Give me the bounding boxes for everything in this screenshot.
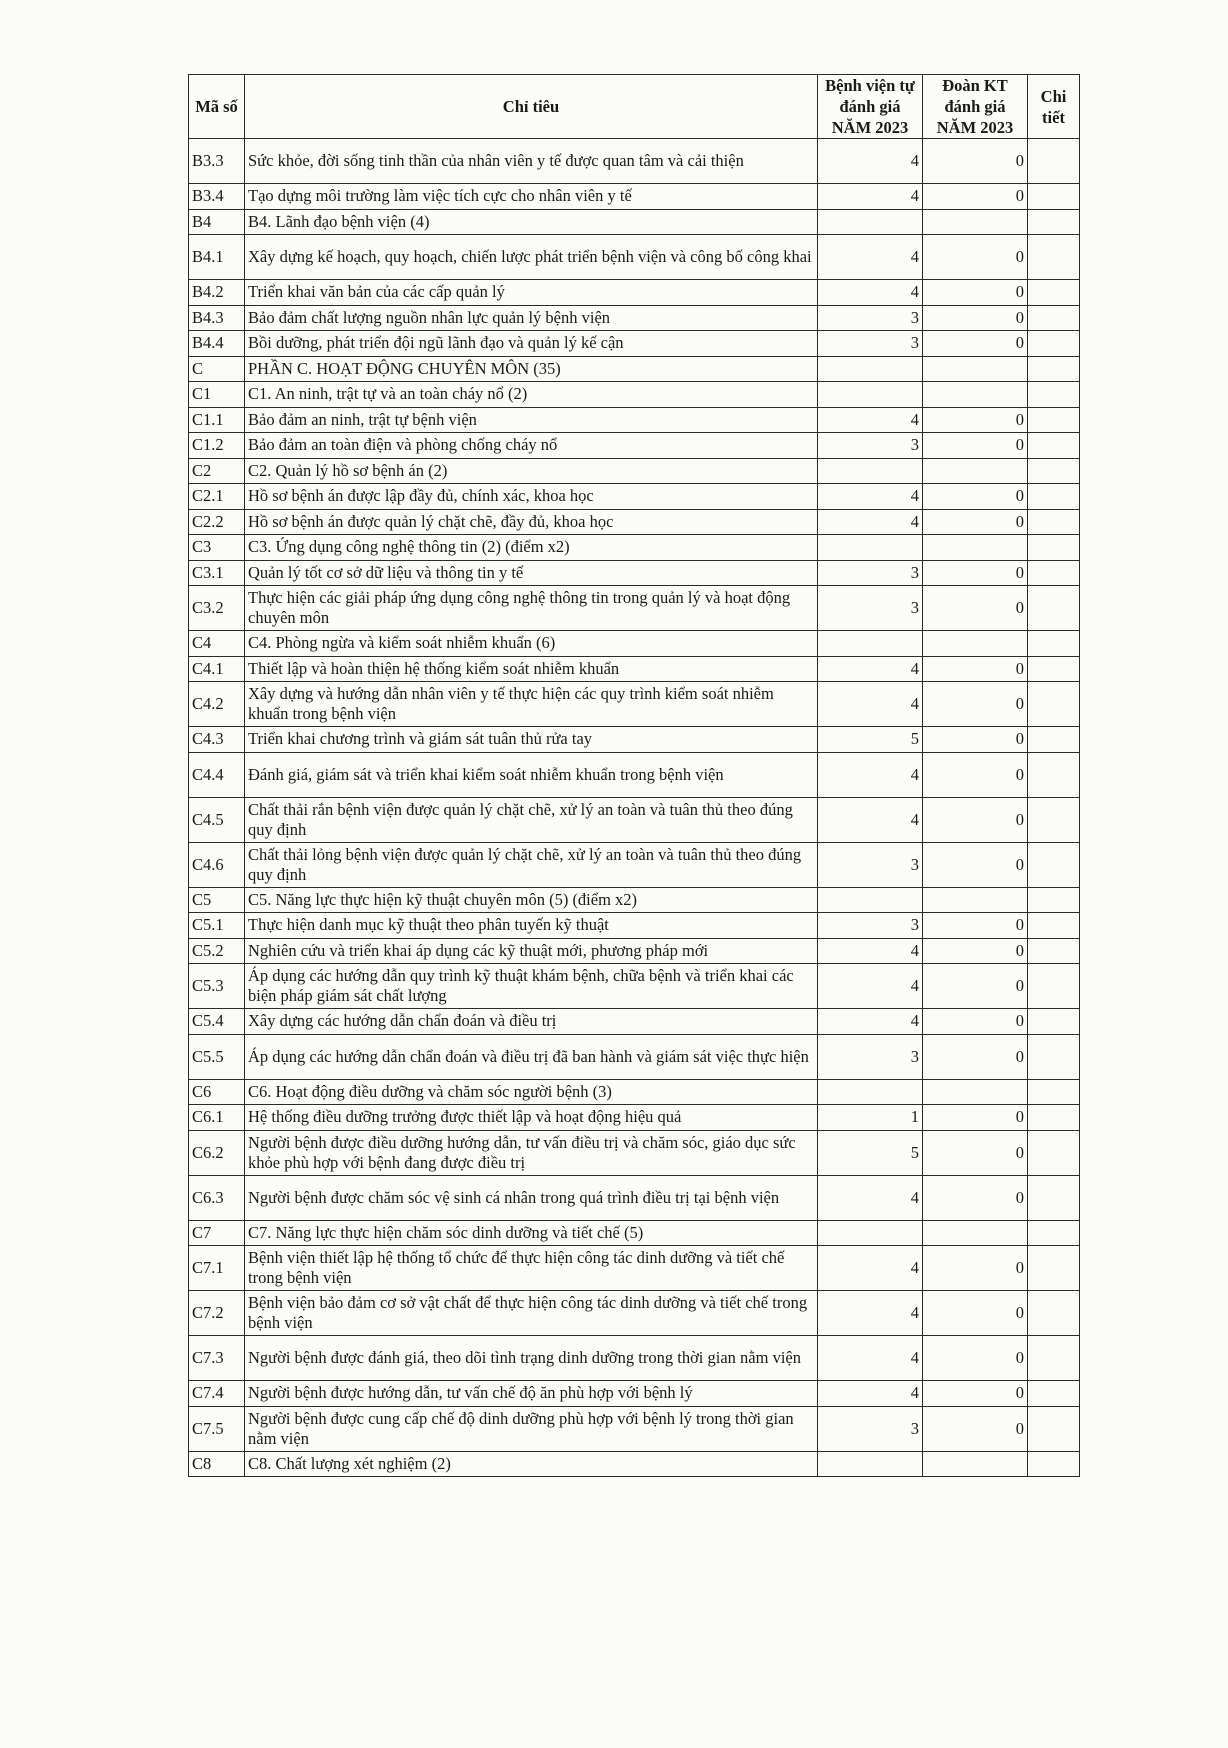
row-code: C7.5 [189,1406,245,1451]
row-detail [1028,407,1080,433]
row-indicator: Xây dựng kế hoạch, quy hoạch, chiến lược phát triển bệnh viện và công bố công khai [245,235,818,280]
row-code: C5.2 [189,938,245,964]
row-indicator: Người bệnh được điều dưỡng hướng dẫn, tư vấn điều trị và chăm sóc, giáo dục sức khỏe phù hợp với bệnh đang được điều trị [245,1130,818,1175]
row-team-score: 0 [923,305,1028,331]
row-self-score [818,535,923,561]
row-self-score: 3 [818,842,923,887]
row-team-score [923,1451,1028,1477]
row-team-score [923,631,1028,657]
table-row [189,887,1080,913]
row-indicator: Thực hiện các giải pháp ứng dụng công nghệ thông tin trong quản lý và hoạt động chuyên môn [245,586,818,631]
row-detail [1028,842,1080,887]
row-self-score: 5 [818,727,923,753]
table-row [189,458,1080,484]
row-detail [1028,1406,1080,1451]
row-team-score: 0 [923,235,1028,280]
table-row [189,1406,1080,1451]
row-self-score: 3 [818,331,923,357]
table-row [189,938,1080,964]
row-team-score: 0 [923,842,1028,887]
row-indicator: Bồi dưỡng, phát triển đội ngũ lãnh đạo và quản lý kế cận [245,331,818,357]
row-self-score: 4 [818,797,923,842]
row-detail [1028,1009,1080,1035]
table-row [189,331,1080,357]
row-self-score: 3 [818,1034,923,1079]
row-detail [1028,1291,1080,1336]
table-row [189,1079,1080,1105]
table-row [189,139,1080,184]
row-self-score: 4 [818,1009,923,1035]
table-row [189,509,1080,535]
table-row [189,235,1080,280]
row-self-score: 4 [818,1336,923,1381]
row-self-score: 4 [818,280,923,306]
table-row [189,433,1080,459]
table-row [189,305,1080,331]
row-code: C4.2 [189,682,245,727]
row-detail [1028,209,1080,235]
evaluation-table [188,74,1080,1477]
table-body [189,139,1080,1477]
row-indicator: Người bệnh được hướng dẫn, tư vấn chế độ ăn phù hợp với bệnh lý [245,1381,818,1407]
row-team-score: 0 [923,1246,1028,1291]
row-code: B4.2 [189,280,245,306]
table-row [189,1034,1080,1079]
row-indicator: Áp dụng các hướng dẫn quy trình kỹ thuật khám bệnh, chữa bệnh và triển khai các biện pháp giám sát chất lượng [245,964,818,1009]
row-indicator: Triển khai văn bản của các cấp quản lý [245,280,818,306]
row-code: C7.2 [189,1291,245,1336]
row-indicator: Bảo đảm an ninh, trật tự bệnh viện [245,407,818,433]
header-code: Mã số [189,75,245,139]
row-team-score: 0 [923,1406,1028,1451]
table-row [189,913,1080,939]
header-row [189,75,1080,139]
row-team-score: 0 [923,1034,1028,1079]
table-row [189,752,1080,797]
header-indicator: Chỉ tiêu [245,75,818,139]
row-code: C3 [189,535,245,561]
row-detail [1028,1079,1080,1105]
row-indicator: Hồ sơ bệnh án được quản lý chặt chẽ, đầy đủ, khoa học [245,509,818,535]
row-team-score: 0 [923,682,1028,727]
row-self-score: 3 [818,305,923,331]
row-team-score [923,382,1028,408]
row-detail [1028,887,1080,913]
row-self-score: 4 [818,184,923,210]
row-detail [1028,797,1080,842]
row-indicator: Người bệnh được đánh giá, theo dõi tình trạng dinh dưỡng trong thời gian nằm viện [245,1336,818,1381]
row-code: B4.3 [189,305,245,331]
row-code: B4 [189,209,245,235]
row-team-score: 0 [923,752,1028,797]
row-detail [1028,913,1080,939]
table-row [189,1220,1080,1246]
row-indicator: Tạo dựng môi trường làm việc tích cực cho nhân viên y tế [245,184,818,210]
row-team-score: 0 [923,139,1028,184]
table-row [189,280,1080,306]
row-self-score: 3 [818,586,923,631]
row-detail [1028,458,1080,484]
row-self-score [818,1220,923,1246]
table-row [189,1336,1080,1381]
row-indicator: Áp dụng các hướng dẫn chẩn đoán và điều trị đã ban hành và giám sát việc thực hiện [245,1034,818,1079]
row-detail [1028,331,1080,357]
row-team-score: 0 [923,727,1028,753]
row-team-score: 0 [923,1336,1028,1381]
row-indicator: C1. An ninh, trật tự và an toàn cháy nổ (2) [245,382,818,408]
row-indicator: C7. Năng lực thực hiện chăm sóc dinh dưỡng và tiết chế (5) [245,1220,818,1246]
row-self-score: 4 [818,484,923,510]
row-detail [1028,1451,1080,1477]
row-team-score [923,458,1028,484]
row-detail [1028,184,1080,210]
row-code: C7.1 [189,1246,245,1291]
row-team-score: 0 [923,1381,1028,1407]
row-indicator: Bảo đảm an toàn điện và phòng chống cháy nổ [245,433,818,459]
row-indicator: Thực hiện danh mục kỹ thuật theo phân tuyến kỹ thuật [245,913,818,939]
row-team-score: 0 [923,433,1028,459]
row-detail [1028,1381,1080,1407]
row-team-score: 0 [923,280,1028,306]
row-detail [1028,1220,1080,1246]
row-code: C2.2 [189,509,245,535]
row-indicator: Bệnh viện thiết lập hệ thống tổ chức để thực hiện công tác dinh dưỡng và tiết chế trong bệnh viện [245,1246,818,1291]
row-self-score: 4 [818,682,923,727]
row-detail [1028,586,1080,631]
row-indicator: Thiết lập và hoàn thiện hệ thống kiểm soát nhiễm khuẩn [245,656,818,682]
row-detail [1028,1130,1080,1175]
row-code: C4.5 [189,797,245,842]
table-row [189,184,1080,210]
row-code: B4.1 [189,235,245,280]
row-code: C2.1 [189,484,245,510]
row-self-score: 4 [818,139,923,184]
row-code: C4 [189,631,245,657]
row-code: C4.3 [189,727,245,753]
row-indicator: Quản lý tốt cơ sở dữ liệu và thông tin y tế [245,560,818,586]
row-code: C5.5 [189,1034,245,1079]
row-team-score: 0 [923,1175,1028,1220]
row-detail [1028,1105,1080,1131]
row-self-score: 4 [818,235,923,280]
row-indicator: C3. Ứng dụng công nghệ thông tin (2) (điểm x2) [245,535,818,561]
row-self-score: 4 [818,964,923,1009]
row-self-score [818,356,923,382]
row-team-score: 0 [923,331,1028,357]
table-row [189,727,1080,753]
row-indicator: Nghiên cứu và triển khai áp dụng các kỹ thuật mới, phương pháp mới [245,938,818,964]
table-row [189,964,1080,1009]
row-code: C4.1 [189,656,245,682]
row-code: C6.1 [189,1105,245,1131]
row-indicator: Đánh giá, giám sát và triển khai kiểm soát nhiễm khuẩn trong bệnh viện [245,752,818,797]
row-indicator: C4. Phòng ngừa và kiểm soát nhiễm khuẩn (6) [245,631,818,657]
row-indicator: Chất thải lỏng bệnh viện được quản lý chặt chẽ, xử lý an toàn và tuân thủ theo đúng quy định [245,842,818,887]
table-row [189,1381,1080,1407]
row-detail [1028,631,1080,657]
row-team-score [923,1220,1028,1246]
table-row [189,209,1080,235]
row-team-score: 0 [923,1130,1028,1175]
row-detail [1028,235,1080,280]
row-team-score: 0 [923,938,1028,964]
row-code: C7 [189,1220,245,1246]
row-self-score: 1 [818,1105,923,1131]
row-self-score: 4 [818,1246,923,1291]
table-row [189,382,1080,408]
row-team-score: 0 [923,407,1028,433]
table-row [189,656,1080,682]
row-self-score: 3 [818,560,923,586]
row-detail [1028,656,1080,682]
row-team-score: 0 [923,656,1028,682]
table-row [189,1105,1080,1131]
row-team-score [923,356,1028,382]
row-self-score: 4 [818,1291,923,1336]
row-team-score: 0 [923,484,1028,510]
row-indicator: B4. Lãnh đạo bệnh viện (4) [245,209,818,235]
row-detail [1028,964,1080,1009]
row-indicator: Triển khai chương trình và giám sát tuân thủ rửa tay [245,727,818,753]
row-detail [1028,727,1080,753]
header-self-assessment: Bệnh viện tự đánh giá NĂM 2023 [818,75,923,139]
row-code: C4.4 [189,752,245,797]
table-row [189,1451,1080,1477]
row-self-score: 3 [818,1406,923,1451]
row-team-score: 0 [923,1009,1028,1035]
table-row [189,1175,1080,1220]
row-detail [1028,560,1080,586]
row-code: C3.2 [189,586,245,631]
row-code: C2 [189,458,245,484]
row-code: C1.1 [189,407,245,433]
header-detail: Chi tiết [1028,75,1080,139]
row-self-score: 4 [818,656,923,682]
row-team-score: 0 [923,560,1028,586]
row-team-score [923,535,1028,561]
row-indicator: Sức khỏe, đời sống tinh thần của nhân viên y tế được quan tâm và cải thiện [245,139,818,184]
row-indicator: Người bệnh được cung cấp chế độ dinh dưỡng phù hợp với bệnh lý trong thời gian nằm viện [245,1406,818,1451]
row-team-score: 0 [923,509,1028,535]
row-detail [1028,1034,1080,1079]
row-indicator: C6. Hoạt động điều dưỡng và chăm sóc người bệnh (3) [245,1079,818,1105]
row-detail [1028,1246,1080,1291]
row-code: C [189,356,245,382]
row-self-score [818,887,923,913]
row-team-score: 0 [923,913,1028,939]
row-detail [1028,484,1080,510]
row-self-score: 3 [818,913,923,939]
row-team-score: 0 [923,797,1028,842]
row-self-score: 4 [818,1175,923,1220]
row-indicator: Xây dựng các hướng dẫn chẩn đoán và điều trị [245,1009,818,1035]
row-indicator: Người bệnh được chăm sóc vệ sinh cá nhân trong quá trình điều trị tại bệnh viện [245,1175,818,1220]
row-detail [1028,535,1080,561]
table-row [189,535,1080,561]
row-detail [1028,356,1080,382]
row-code: C8 [189,1451,245,1477]
header-team-assessment: Đoàn KT đánh giá NĂM 2023 [923,75,1028,139]
row-indicator: Xây dựng và hướng dẫn nhân viên y tế thực hiện các quy trình kiểm soát nhiễm khuẩn trong bệnh viện [245,682,818,727]
row-self-score: 4 [818,1381,923,1407]
row-self-score [818,1079,923,1105]
row-self-score: 4 [818,509,923,535]
row-self-score [818,1451,923,1477]
table-row [189,560,1080,586]
table-row [189,1246,1080,1291]
table-row [189,407,1080,433]
row-team-score: 0 [923,184,1028,210]
table-row [189,631,1080,657]
row-code: C7.4 [189,1381,245,1407]
row-indicator: Bệnh viện bảo đảm cơ sở vật chất để thực hiện công tác dinh dưỡng và tiết chế trong bệnh viện [245,1291,818,1336]
row-team-score: 0 [923,1105,1028,1131]
row-code: C5.3 [189,964,245,1009]
row-team-score: 0 [923,586,1028,631]
row-indicator: PHẦN C. HOẠT ĐỘNG CHUYÊN MÔN (35) [245,356,818,382]
row-indicator: Bảo đảm chất lượng nguồn nhân lực quản lý bệnh viện [245,305,818,331]
row-code: C5.1 [189,913,245,939]
row-self-score [818,382,923,408]
row-code: C5.4 [189,1009,245,1035]
table-row [189,842,1080,887]
row-detail [1028,509,1080,535]
row-self-score: 3 [818,433,923,459]
row-team-score: 0 [923,1291,1028,1336]
table-row [189,682,1080,727]
row-indicator: Chất thải rắn bệnh viện được quản lý chặt chẽ, xử lý an toàn và tuân thủ theo đúng quy định [245,797,818,842]
row-detail [1028,1175,1080,1220]
table-row [189,797,1080,842]
row-detail [1028,280,1080,306]
table-row [189,1130,1080,1175]
row-code: C6.3 [189,1175,245,1220]
row-code: C1 [189,382,245,408]
row-indicator: C2. Quản lý hồ sơ bệnh án (2) [245,458,818,484]
row-self-score [818,209,923,235]
row-code: B3.3 [189,139,245,184]
row-detail [1028,682,1080,727]
table-row [189,1009,1080,1035]
row-self-score: 5 [818,1130,923,1175]
row-team-score [923,209,1028,235]
table-row [189,586,1080,631]
row-detail [1028,433,1080,459]
row-self-score: 4 [818,938,923,964]
row-team-score [923,1079,1028,1105]
row-team-score: 0 [923,964,1028,1009]
row-self-score: 4 [818,752,923,797]
row-detail [1028,139,1080,184]
table-row [189,356,1080,382]
row-team-score [923,887,1028,913]
row-indicator: C8. Chất lượng xét nghiệm (2) [245,1451,818,1477]
row-code: C4.6 [189,842,245,887]
row-code: C1.2 [189,433,245,459]
row-detail [1028,305,1080,331]
row-code: C3.1 [189,560,245,586]
row-indicator: C5. Năng lực thực hiện kỹ thuật chuyên môn (5) (điểm x2) [245,887,818,913]
row-code: C7.3 [189,1336,245,1381]
row-self-score [818,458,923,484]
row-indicator: Hồ sơ bệnh án được lập đầy đủ, chính xác, khoa học [245,484,818,510]
row-code: C5 [189,887,245,913]
row-code: C6.2 [189,1130,245,1175]
table-row [189,484,1080,510]
row-self-score: 4 [818,407,923,433]
row-indicator: Hệ thống điều dưỡng trưởng được thiết lập và hoạt động hiệu quả [245,1105,818,1131]
row-detail [1028,752,1080,797]
table-row [189,1291,1080,1336]
row-self-score [818,631,923,657]
row-code: B4.4 [189,331,245,357]
row-detail [1028,938,1080,964]
row-detail [1028,382,1080,408]
row-detail [1028,1336,1080,1381]
row-code: C6 [189,1079,245,1105]
row-code: B3.4 [189,184,245,210]
